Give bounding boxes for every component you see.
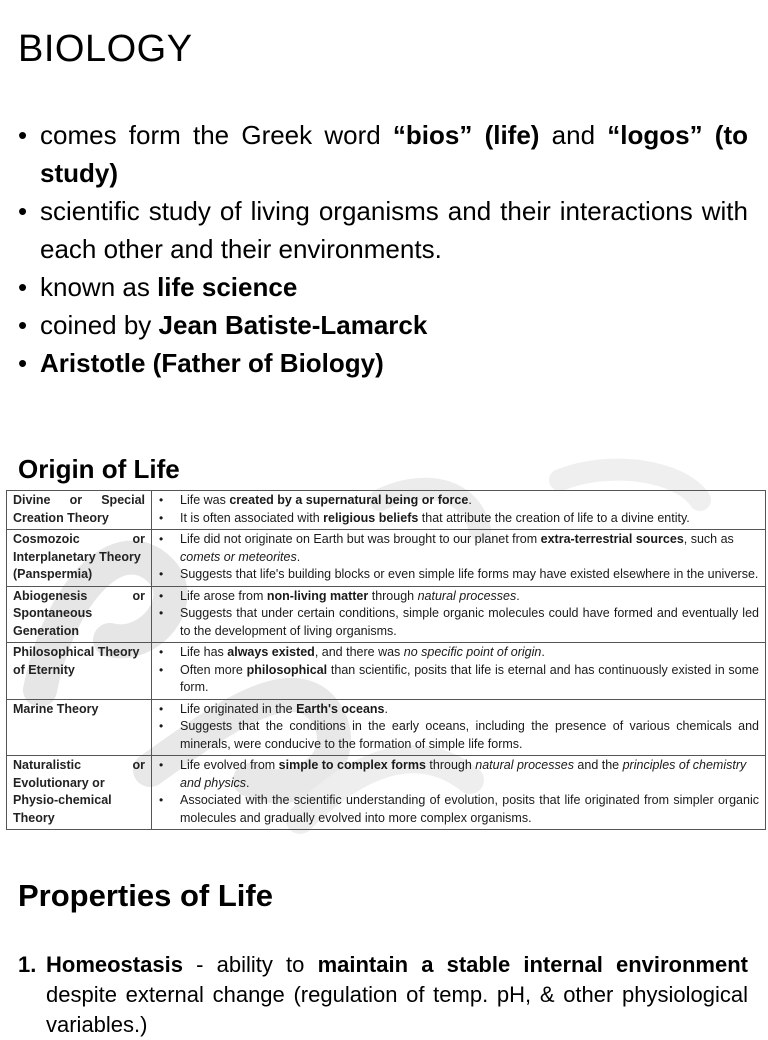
table-row [7,699,766,756]
list-item: 1. Homeostasis - ability to maintain a stable internal environment despite external change (regulation of temp. pH, & other physiological variables.) [18,952,748,1037]
table-row [7,643,766,700]
bullet-item: • coined by Jean Batiste-Lamarck [18,306,748,344]
table-row [7,756,766,830]
properties-of-life-heading: Properties of Life [18,878,273,913]
theory-description-cell: • Life has always existed, and there was no specific point of origin. • Often more philosophical than scientific, posits that life is eternal and has continuously existed in some form. [152,643,766,700]
bullet-dot-icon: • [18,310,28,340]
theory-description-cell: • Life was created by a supernatural being or force. • It is often associated with religious beliefs that attribute the creation of life to a divine entity. [152,491,766,530]
origin-of-life-heading: Origin of Life [18,454,180,484]
bullet-dot-icon: • [18,348,28,378]
theory-name-cell: Divine or Special Creation Theory [7,491,152,530]
list-number: 1. [18,952,37,977]
bullet-dot-icon: • [18,196,28,226]
biology-bullet-list [18,116,748,382]
theory-name-cell: Abiogenesis or Spontaneous Generation [7,586,152,643]
table-row [7,530,766,587]
table-row [7,586,766,643]
theory-name-cell: Marine Theory [7,699,152,756]
bullet-dot-icon: • [18,272,28,302]
bullet-item: • Aristotle (Father of Biology) [18,344,748,382]
theory-name-cell: Cosmozoic or Interplanetary Theory (Panspermia) [7,530,152,587]
bullet-item: • scientific study of living organisms and their interactions with each other and their environments. [18,192,748,268]
theory-description-cell: • Life arose from non-living matter through natural processes. • Suggests that under certain conditions, simple organic molecules could have formed and eventually led to the development of living organisms. [152,586,766,643]
theory-name-cell: Philosophical Theory of Eternity [7,643,152,700]
table-row [7,491,766,530]
theory-description-cell: • Life evolved from simple to complex forms through natural processes and the principles of chemistry and physics. • Associated with the scientific understanding of evolution, posits that life originated from simpler organic molecules and gradually evolved into more complex organisms. [152,756,766,830]
bullet-dot-icon: • [18,120,28,150]
origin-of-life-table [6,490,766,830]
bullet-item: • comes form the Greek word “bios” (life) and “logos” (to study) [18,116,748,192]
bullet-item: • known as life science [18,268,748,306]
theory-name-cell: Naturalistic or Evolutionary or Physio-chemical Theory [7,756,152,830]
properties-list [18,950,748,1040]
theory-description-cell: • Life originated in the Earth's oceans. • Suggests that the conditions in the early oceans, including the presence of various chemicals and minerals, were conducive to the formation of simple life forms. [152,699,766,756]
page-title: BIOLOGY [18,28,193,70]
theory-description-cell: • Life did not originate on Earth but was brought to our planet from extra-terrestrial sources, such as comets or meteorites. • Suggests that life's building blocks or even simple life forms may have existed elsewhere in the universe. [152,530,766,587]
